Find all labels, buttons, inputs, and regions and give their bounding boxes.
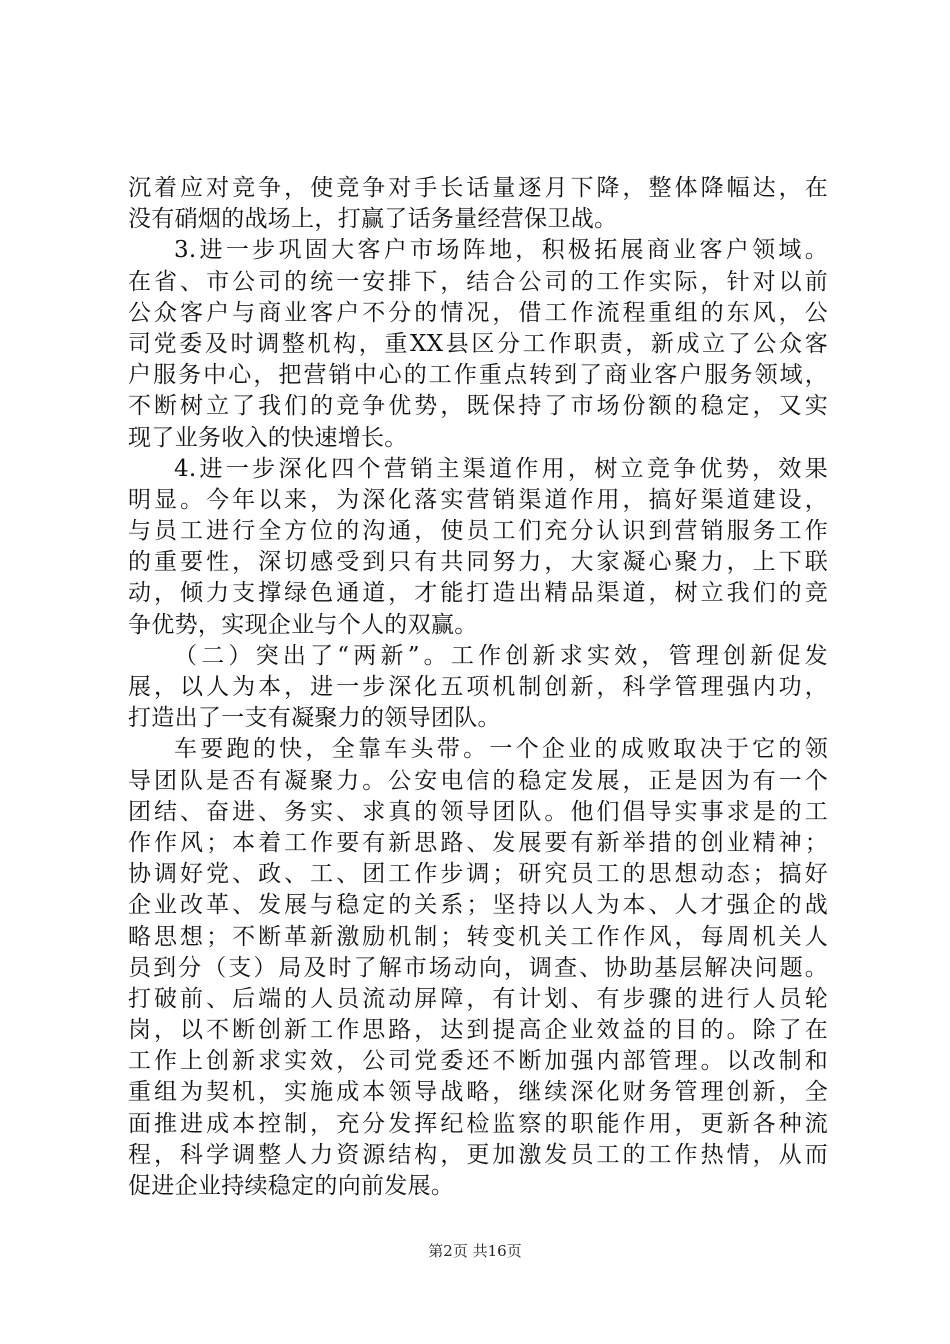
text-line: 程，科学调整人力资源结构，更加激发员工的工作热情，从而: [128, 1141, 828, 1168]
text-line: 的重要性，深切感受到只有共同努力，大家凝心聚力，上下联: [128, 549, 828, 576]
text-line: 作作风；本着工作要有新思路、发展要有新举措的创业精神；: [128, 829, 828, 856]
text-line: 工作上创新求实效，公司党委还不断加强内部管理。以改制和: [128, 1048, 828, 1075]
text-line: 在省、市公司的统一安排下，结合公司的工作实际，针对以前: [128, 268, 828, 295]
text-line: 明显。今年以来，为深化落实营销渠道作用，搞好渠道建设，: [128, 486, 828, 513]
text-line: 岗，以不断创新工作思路，达到提高企业效益的目的。除了在: [128, 1017, 828, 1044]
text-line: 司党委及时调整机构，重XX县区分工作职责，新成立了公众客: [128, 330, 828, 357]
text-line: 打造出了一支有凝聚力的领导团队。: [128, 705, 501, 732]
text-line: 争优势，实现企业与个人的双赢。: [128, 611, 478, 638]
text-line: 团结、奋进、务实、求真的领导团队。他们倡导实事求是的工: [128, 798, 828, 825]
text-line: 打破前、后端的人员流动屏障，有计划、有步骤的进行人员轮: [128, 985, 828, 1012]
document-body: [128, 173, 828, 1202]
text-line: 3.进一步巩固大客户市场阵地，积极拓展商业客户领域。: [174, 237, 828, 264]
text-line: 现了业务收入的快速增长。: [128, 424, 408, 451]
text-line: 4.进一步深化四个营销主渠道作用，树立竞争优势，效果: [174, 455, 828, 482]
text-line: （二）突出了“两新”。工作创新求实效，管理创新促发: [174, 642, 828, 669]
text-line: 与员工进行全方位的沟通，使员工们充分认识到营销服务工作: [128, 518, 828, 545]
text-line: 车要跑的快，全靠车头带。一个企业的成败取决于它的领: [174, 736, 828, 763]
page-number-footer: 第2页 共16页: [428, 1242, 522, 1260]
text-line: 导团队是否有凝聚力。公安电信的稳定发展，正是因为有一个: [128, 767, 828, 794]
text-line: 不断树立了我们的竞争优势，既保持了市场份额的稳定，又实: [128, 393, 828, 420]
text-line: 重组为契机，实施成本领导战略，继续深化财务管理创新，全: [128, 1079, 828, 1106]
text-line: 户服务中心，把营销中心的工作重点转到了商业客户服务领域，: [128, 362, 828, 389]
text-line: 动，倾力支撑绿色通道，才能打造出精品渠道，树立我们的竞: [128, 580, 828, 607]
text-line: 企业改革、发展与稳定的关系；坚持以人为本、人才强企的战: [128, 892, 828, 919]
text-line: 员到分（支）局及时了解市场动向，调查、协助基层解决问题。: [128, 954, 828, 981]
text-line: 略思想；不断革新激励机制；转变机关工作作风，每周机关人: [128, 923, 828, 950]
text-line: 展，以人为本，进一步深化五项机制创新，科学管理强内功，: [128, 674, 828, 700]
text-line: 没有硝烟的战场上，打赢了话务量经营保卫战。: [128, 206, 618, 233]
text-line: 沉着应对竞争，使竞争对手长话量逐月下降，整体降幅达，在: [128, 175, 828, 201]
text-line: 协调好党、政、工、团工作步调；研究员工的思想动态；搞好: [128, 861, 828, 888]
text-line: 公众客户与商业客户不分的情况，借工作流程重组的东风，公: [128, 299, 828, 326]
text-line: 面推进成本控制，充分发挥纪检监察的职能作用，更新各种流: [128, 1110, 828, 1137]
text-line: 促进企业持续稳定的向前发展。: [128, 1173, 455, 1199]
